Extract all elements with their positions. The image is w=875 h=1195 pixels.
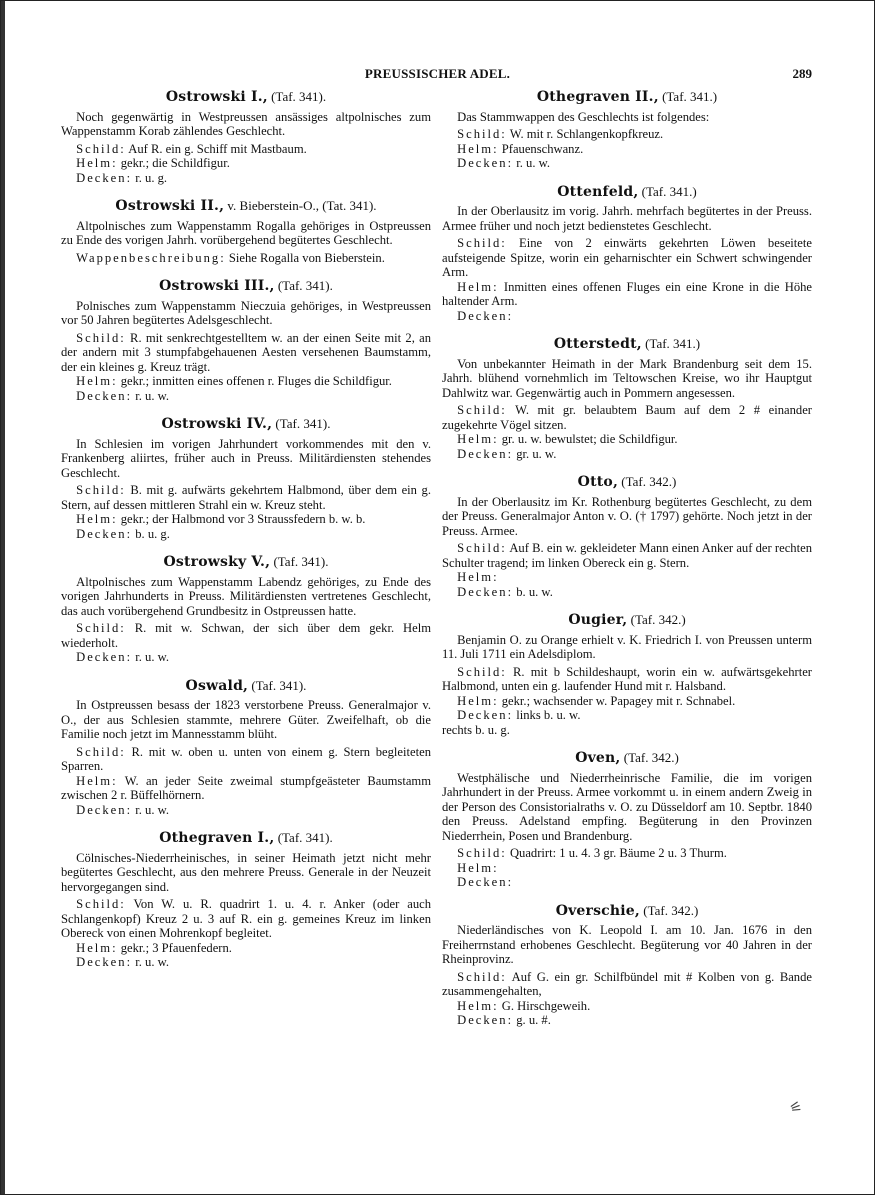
entry-heading <box>442 613 812 628</box>
blazon-line <box>61 650 431 665</box>
entry-name: Othegraven I., <box>159 830 275 846</box>
entry-name: Otto, <box>577 474 619 490</box>
blazon-label: Decken: <box>76 955 133 969</box>
entry <box>442 613 812 737</box>
blazon-line <box>442 585 812 600</box>
blazon-line <box>442 403 812 432</box>
paragraph-text: Niederländisches von K. Leopold I. am 10. Jan. 1676 in den Freiherrnstand erhobenes Geschlecht. Begüterung vor 40 Jahren in der Rheinprovinz. <box>442 923 812 966</box>
blazon-line <box>61 527 431 542</box>
paragraph-text: Von unbekannter Heimath in der Mark Brandenburg seit dem 15. Jahrh. blühend vornehmlich im Teltowschen Kreise, wo ihr Hauptgut Dahlwitz war. Gegenwärtig auch in Pommern angesessen. <box>442 356 812 400</box>
paragraph-text: R. mit b Schildeshaupt, worin ein w. aufwärtsgekehrter Halbmond, unten ein g. laufender Hund mit r. Halsband. <box>442 664 812 693</box>
entry-description <box>61 110 431 139</box>
entry <box>61 279 431 403</box>
entry-heading <box>442 475 812 490</box>
entry <box>61 90 431 185</box>
entry-description <box>442 771 812 844</box>
paragraph-text: Auf R. ein g. Schiff mit Mastbaum. <box>125 141 307 156</box>
paragraph-text: r. u. w. <box>132 388 170 403</box>
entry <box>61 831 431 970</box>
entry-name: Overschie, <box>555 902 640 919</box>
blazon-label: Decken: <box>76 650 133 664</box>
entry-name: Ougier, <box>568 612 628 628</box>
blazon-line <box>442 541 812 570</box>
blazon-label: Helm: <box>76 374 118 388</box>
entry <box>442 904 812 1028</box>
entry-plate-ref: (Taf. 341.) <box>645 336 701 351</box>
blazon-line <box>61 331 431 375</box>
paragraph-text: Von W. u. R. quadrirt 1. u. 4. r. Anker (oder auch Schlangenkopf) Kreuz 2 u. 3 auf R. ein g. gemeines Kreuz im linken Obereck von einen Mohrenkopf begleitet. <box>61 897 431 940</box>
blazon-line <box>61 955 431 970</box>
entry-description <box>61 575 431 619</box>
paragraph-text: In der Oberlausitz im Kr. Rothenburg begütertes Geschlecht, zu dem der Preuss. Generalmajor Anton v. O. († 1797) gehörte. Noch jetzt in der Preuss. Armee. <box>442 494 812 538</box>
paragraph-text: Benjamin O. zu Orange erhielt v. K. Friedrich I. von Preussen unterm 11. Juli 1711 ein Adelsdiplom. <box>442 632 812 661</box>
blazon-line <box>442 236 812 280</box>
blazon-label: Schild: <box>457 846 507 860</box>
blazon-line <box>442 970 812 999</box>
blazon-line <box>442 432 812 447</box>
entry-name: Ostrowski I., <box>165 89 268 105</box>
paragraph-text: R. mit senkrechtgestelltem w. an der einen Seite mit 2, an der andern mit 3 stumpfabgehauenen Aesten versehenen Baumstamm, der ein kleines g. Kreuz trägt. <box>61 330 431 374</box>
paragraph-text: gekr.; 3 Pfauenfedern. <box>117 940 232 955</box>
blazon-label: Helm: <box>457 141 499 156</box>
blazon-line <box>61 745 431 774</box>
entry-name: Ostrowski IV., <box>161 416 273 432</box>
blazon-label: Schild: <box>457 541 507 555</box>
blazon-label: Schild: <box>457 236 507 250</box>
entry-heading <box>442 90 812 105</box>
right-column <box>442 76 812 1028</box>
paragraph-text: r. u. w. <box>513 156 551 170</box>
entry-description <box>442 204 812 233</box>
entry-name: Ostrowsky V., <box>163 554 271 570</box>
entry-name: Ostrowski III., <box>159 278 275 294</box>
entry-description <box>61 437 431 481</box>
entry-heading <box>61 417 431 432</box>
entry-heading <box>61 279 431 294</box>
blazon-label: Helm: <box>457 432 499 446</box>
entry-heading <box>442 751 812 766</box>
blazon-label: Helm: <box>457 693 499 708</box>
entry-heading <box>61 679 431 694</box>
entry-plate-ref: (Taf. 341). <box>271 89 327 104</box>
paragraph-text: Quadrirt: 1 u. 4. 3 gr. Bäume 2 u. 3 Thurm. <box>506 846 727 860</box>
entry-description <box>442 923 812 967</box>
blazon-line <box>61 374 431 389</box>
entry <box>61 679 431 818</box>
entry-heading <box>61 90 431 105</box>
entry-description <box>442 357 812 401</box>
entry-plate-ref: (Taf. 341). <box>277 830 333 845</box>
entry-description <box>61 851 431 895</box>
blazon-label: Decken: <box>76 526 133 541</box>
entry-description <box>442 495 812 539</box>
blazon-line <box>61 774 431 803</box>
blazon-line <box>442 309 812 324</box>
paragraph-text: b. u. w. <box>513 584 553 599</box>
paragraph-text: r. u. w. <box>132 650 170 664</box>
blazon-line <box>442 875 812 890</box>
entry-name: Oven, <box>575 750 621 766</box>
paragraph-text: gekr.; die Schildfigur. <box>117 156 230 170</box>
blazon-line <box>61 621 431 650</box>
paragraph-text: Auf B. ein w. gekleideter Mann einen Anker auf der rechten Schulter tragend; im linken Obereck ein g. Stern. <box>442 541 812 570</box>
entry-plate-ref: v. Bieberstein-O., (Tat. 341). <box>227 198 377 213</box>
blazon-label: Helm: <box>457 860 499 875</box>
blazon-label: Decken: <box>76 388 133 403</box>
blazon-label: Helm: <box>76 156 118 170</box>
blazon-label: Decken: <box>457 1013 514 1027</box>
paragraph-text: g. u. #. <box>513 1013 551 1027</box>
blazon-label: Decken: <box>457 156 514 170</box>
entry-heading <box>61 199 431 214</box>
paragraph-text: Westphälische und Niederrheinrische Familie, die im vorigen Jahrhundert in der Preuss. Armee vorkommt u. in einem andern Zweig in der Person des Consistorialraths v. O. zu Düsseldorf am 10. Septbr. 1840 den Preuss. Adelstand empfing. Begüterung in den Provinzen Niederrhein, Posen und Brandenburg. <box>442 770 812 843</box>
blazon-label: Decken: <box>76 802 133 817</box>
blazon-label: Decken: <box>457 308 514 323</box>
entry <box>442 185 812 324</box>
blazon-label: Schild: <box>76 897 126 911</box>
paragraph-text: R. mit w. oben u. unten von einem g. Stern begleiteten Sparren. <box>61 744 431 773</box>
paragraph-text: R. mit w. Schwan, der sich über dem gekr. Helm wiederholt. <box>61 621 431 650</box>
paragraph-text: gekr.; der Halbmond vor 3 Straussfedern b. w. b. <box>117 512 366 526</box>
entry-plate-ref: (Taf. 341.) <box>641 183 697 199</box>
blazon-label: Schild: <box>76 744 126 759</box>
paragraph-text: W. an jeder Seite zweimal stumpfgeästeter Baumstamm zwischen 2 r. Büffelhörnern. <box>61 773 431 802</box>
paragraph-text: Siehe Rogalla von Bieberstein. <box>225 250 385 265</box>
blazon-label: Decken: <box>457 708 514 722</box>
entry-heading <box>442 185 812 200</box>
blazon-label: Wappenbeschreibung: <box>76 250 226 265</box>
blazon-label: Schild: <box>76 483 126 497</box>
entry-plate-ref: (Taf. 342.) <box>643 902 699 918</box>
blazon-label: Decken: <box>457 875 514 889</box>
entry-description <box>442 110 812 125</box>
blazon-line <box>442 447 812 462</box>
blazon-line <box>61 803 431 818</box>
blazon-label: Helm: <box>457 279 499 294</box>
blazon-label: Decken: <box>457 446 514 461</box>
paragraph-text: Das Stammwappen des Geschlechts ist folgendes: <box>457 109 710 124</box>
blazon-label: Schild: <box>457 127 507 141</box>
blazon-line <box>61 171 431 186</box>
entry <box>61 417 431 541</box>
entry-name: Ostrowski II., <box>115 198 225 214</box>
blazon-label: Schild: <box>76 621 126 635</box>
blazon-line <box>442 142 812 157</box>
entry-name: Oswald, <box>185 677 249 694</box>
paragraph-text: r. u. g. <box>132 170 168 185</box>
paragraph-text: Pfauenschwanz. <box>498 141 584 156</box>
blazon-label: Schild: <box>457 403 507 417</box>
entry-description <box>61 299 431 328</box>
entry-plate-ref: (Taf. 341). <box>251 677 307 693</box>
paragraph-text: gekr.; inmitten eines offenen r. Fluges die Schildfigur. <box>117 374 392 388</box>
entry-plate-ref: (Taf. 341). <box>273 554 329 569</box>
entry-heading <box>61 555 431 570</box>
blazon-label: Helm: <box>76 512 118 526</box>
blazon-line <box>442 694 812 709</box>
paragraph-text: Eine von 2 einwärts gekehrten Löwen beseitete aufsteigende Spitze, worin ein geharnischter ein Schwert schwingender Arm. <box>442 236 812 279</box>
blazon-line <box>442 708 812 737</box>
entry-name: Otterstedt, <box>553 336 642 352</box>
entry-description <box>442 633 812 662</box>
paragraph-text: B. mit g. aufwärts gekehrtem Halbmond, über dem ein g. Stern, auf dessen mittleren Strahl ein w. Kreuz steht. <box>61 483 431 512</box>
paragraph-text: W. mit r. Schlangenkopfkreuz. <box>506 127 664 141</box>
left-column <box>61 76 431 970</box>
paragraph-text: Inmitten eines offenen Fluges ein eine Krone in die Höhe haltender Arm. <box>442 279 812 308</box>
paragraph-text: Auf G. ein gr. Schilfbündel mit # Kolben von g. Bande zusammengehalten, <box>442 969 812 998</box>
blazon-line <box>61 156 431 171</box>
blazon-label: Schild: <box>457 664 507 679</box>
entry-heading <box>61 831 431 846</box>
paragraph-text: gekr.; wachsender w. Papagey mit r. Schnabel. <box>498 693 736 708</box>
entry <box>61 199 431 265</box>
entry <box>442 90 812 171</box>
paragraph-text: Altpolnisches zum Wappenstamm Labendz gehöriges, zu Ende des vorigen Jahrhunderts in Preuss. Militärdiensten vertretenes Geschlecht, das auch vorübergehend Grundbesitz in Ostpreussen hatte. <box>61 574 431 618</box>
blazon-label: Schild: <box>457 969 507 984</box>
blazon-line <box>442 156 812 171</box>
blazon-line <box>442 127 812 142</box>
blazon-line <box>442 999 812 1014</box>
paragraph-text: gr. u. w. bewulstet; die Schildfigur. <box>498 432 678 446</box>
entry <box>61 555 431 665</box>
entry-plate-ref: (Taf. 341). <box>277 278 333 293</box>
blazon-line <box>442 665 812 694</box>
paragraph-text: W. mit gr. belaubtem Baum auf dem 2 # einander zugekehrte Vögel sitzen. <box>442 403 812 432</box>
paragraph-text: b. u. g. <box>132 526 170 541</box>
blazon-label: Helm: <box>457 998 499 1013</box>
blazon-label: Decken: <box>457 584 514 599</box>
blazon-label: Schild: <box>76 141 126 156</box>
blazon-line <box>442 861 812 876</box>
blazon-line <box>442 846 812 861</box>
paragraph-text: G. Hirschgeweih. <box>498 998 591 1013</box>
blazon-line <box>61 142 431 157</box>
paragraph-text: Polnisches zum Wappenstamm Nieczuia gehöriges, in Westpreussen vor 50 Jahren begütertes Adelsgeschlecht. <box>61 298 431 327</box>
entry-description <box>61 219 431 248</box>
paragraph-text: Cölnisches-Niederrheinisches, in seiner Heimath jetzt nicht mehr begütertes Geschlecht, aus den mehrere Preuss. Generale in der Neuzeit hervorgegangen sind. <box>61 850 431 894</box>
paragraph-text: Noch gegenwärtig in Westpreussen ansässiges altpolnisches zum Wappenstamm Korab zählendes Geschlecht. <box>61 109 431 138</box>
blazon-line <box>61 483 431 512</box>
paragraph-text: r. u. w. <box>132 802 170 817</box>
blazon-label: Schild: <box>76 330 126 345</box>
blazon-line <box>61 897 431 941</box>
blazon-label: Helm: <box>76 940 118 955</box>
entry-heading <box>442 337 812 352</box>
paragraph-text: In Schlesien im vorigen Jahrhundert vorkommendes mit den v. Frankenberg aliirtes, früher auch in Preuss. Militärdiensten stehendes Geschlecht. <box>61 436 431 480</box>
scan-mark-icon: ⚟ <box>787 1099 805 1118</box>
paragraph-text: links b. u. w. rechts b. u. g. <box>442 708 581 737</box>
blazon-line <box>442 570 812 585</box>
blazon-line <box>442 280 812 309</box>
entry-plate-ref: (Taf. 341). <box>275 416 331 431</box>
running-title: PREUSSISCHER ADEL. <box>364 66 511 81</box>
entry-plate-ref: (Taf. 342.) <box>623 750 679 765</box>
blazon-line <box>61 512 431 527</box>
paragraph-text: Altpolnisches zum Wappenstamm Rogalla gehöriges in Ostpreussen zu Ende des vorigen Jahrh. vorübergehend begütertes Geschlecht. <box>61 218 431 247</box>
blazon-line <box>61 251 431 266</box>
paragraph-text: r. u. w. <box>132 955 170 969</box>
entry-plate-ref: (Taf. 341.) <box>662 89 718 104</box>
entry <box>442 475 812 599</box>
page-number: 289 <box>792 66 812 81</box>
blazon-label: Decken: <box>76 170 133 185</box>
entry-plate-ref: (Taf. 342.) <box>630 612 686 627</box>
entry-name: Ottenfeld, <box>557 183 639 200</box>
blazon-line <box>442 1013 812 1028</box>
blazon-line <box>61 941 431 956</box>
blazon-label: Helm: <box>76 773 118 788</box>
entry-plate-ref: (Taf. 342.) <box>621 474 677 489</box>
paragraph-text: In der Oberlausitz im vorig. Jahrh. mehrfach begütertes in der Preuss. Armee früher und noch jetzt bedienstetes Geschlecht. <box>442 204 812 233</box>
entry <box>442 337 812 461</box>
blazon-line <box>61 389 431 404</box>
entry-heading <box>442 904 812 919</box>
entry <box>442 751 812 890</box>
entry-description <box>61 698 431 742</box>
paragraph-text: In Ostpreussen besass der 1823 verstorbene Preuss. Generalmajor v. O., der aus Schlesien stammte, mehrere Güter. Zweifelhaft, ob die Familie noch jetzt im Mannesstamm blüht. <box>61 698 431 741</box>
blazon-label: Helm: <box>457 570 499 584</box>
paragraph-text: gr. u. w. <box>513 446 557 461</box>
entry-name: Othegraven II., <box>536 89 659 105</box>
